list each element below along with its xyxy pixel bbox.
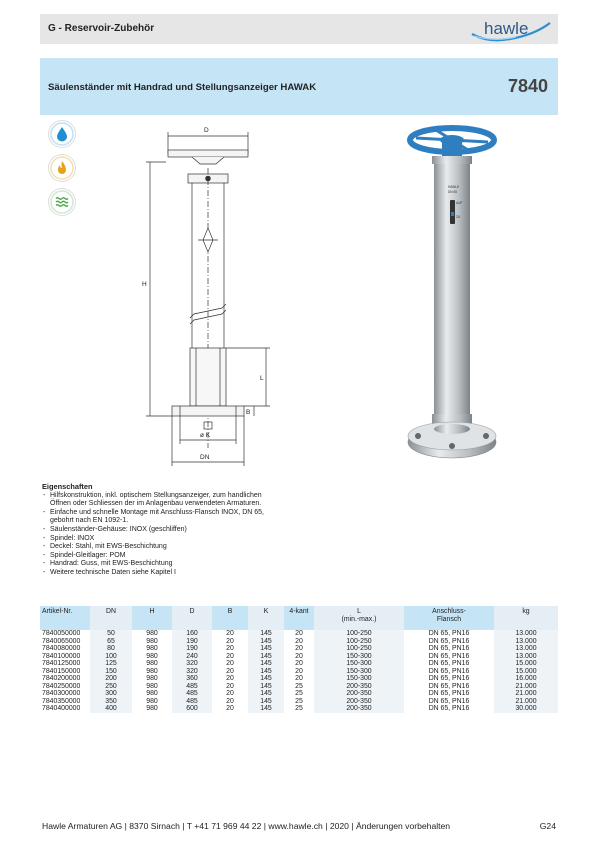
table-row [40,705,558,713]
table-cell: 485 [172,690,212,698]
table-cell: 7840400000 [42,705,81,713]
table-cell: 7840200000 [42,675,81,683]
table-row [40,675,558,683]
table-cell: 350 [90,698,132,706]
table-cell: 980 [146,675,158,683]
table-cell: 100-250 [314,630,404,638]
technical-drawing [130,118,290,473]
table-cell: 145 [248,698,284,706]
table-cell: DN 65, PN16 [428,705,470,713]
table-cell: DN 65, PN16 [428,697,470,705]
photo-label-4: ZU [456,215,461,219]
table-cell: DN 65, PN16 [428,660,470,668]
properties-heading: Eigenschaften [42,482,93,491]
table-cell: 980 [146,652,158,660]
page-number: G24 [539,821,556,831]
waves-icon [49,189,75,215]
table-cell: 980 [146,682,158,690]
hawle-logo [464,15,556,43]
properties-list [42,492,282,578]
table-cell: 200-350 [314,690,404,698]
table-header-row [40,606,558,630]
table-cell: 7840065000 [42,637,81,645]
table-cell: 300 [90,690,132,698]
table-row [40,683,558,691]
product-photo [396,124,508,474]
table-cell: 360 [172,675,212,683]
property-item: - Spindel: INOX [42,535,282,544]
table-cell: 20 [226,705,234,713]
table-cell: DN 65, PN16 [428,675,470,683]
table-cell: 980 [146,667,158,675]
table-cell: 65 [90,638,132,646]
table-cell: 7840350000 [42,697,81,705]
table-cell: 150-300 [314,660,404,668]
table-cell: DN 65, PN16 [428,682,470,690]
table-header-cell: Anschluss- Flansch [404,606,494,630]
table-cell: 150-300 [314,675,404,683]
table-cell: 200-350 [314,705,404,713]
table-cell: 7840100000 [42,652,81,660]
table-cell: 980 [146,645,158,653]
table-cell: 20 [226,630,234,637]
table-cell: 7840150000 [42,667,81,675]
table-cell: 20 [226,682,234,690]
table-cell: 150 [90,668,132,676]
table-cell: 100-250 [314,638,404,646]
table-header-cell: 4-kant [284,606,314,630]
table-cell: 13.000 [494,653,558,661]
table-cell: 980 [146,697,158,705]
table-cell: 25 [295,705,303,713]
table-row [40,653,558,661]
table-cell: 20 [295,660,303,668]
table-row [40,638,558,646]
table-cell: 145 [248,668,284,676]
table-header-cell: DN [90,606,132,630]
table-cell: 7840050000 [42,630,81,637]
table-cell: 980 [146,637,158,645]
table-cell: 20 [226,697,234,705]
table-header-cell: D [172,606,212,630]
table-cell: 20 [226,652,234,660]
footer-text: Hawle Armaturen AG | 8370 Sirnach | T +41 71 969 44 22 | www.hawle.ch | 2020 | Änderungen vorbehalten [42,821,451,831]
table-cell: 100-250 [314,645,404,653]
table-cell: 485 [172,698,212,706]
water-drop-icon [49,121,75,147]
table-cell: 16.000 [494,675,558,683]
table-row [40,645,558,653]
table-cell: 980 [146,690,158,698]
table-row [40,690,558,698]
table-cell: 600 [172,705,212,713]
table-cell: 980 [146,630,158,637]
table-cell: 250 [90,683,132,691]
table-cell: 20 [295,645,303,653]
table-cell: 80 [90,645,132,653]
table-cell: 145 [248,660,284,668]
logo-wordmark: hawle [484,19,529,38]
table-cell: 160 [172,630,212,638]
table-cell: 20 [295,630,303,637]
table-row [40,660,558,668]
table-cell: 190 [172,638,212,646]
table-cell: 7840300000 [42,690,81,698]
table-cell: 320 [172,668,212,676]
table-header-cell: K [248,606,284,630]
table-cell: 190 [172,645,212,653]
table-cell: 20 [226,690,234,698]
table-cell: 21.000 [494,698,558,706]
table-cell: 15.000 [494,660,558,668]
table-cell: 125 [90,660,132,668]
table-header-cell: L (min.-max.) [314,606,404,630]
table-cell: 145 [248,638,284,646]
table-cell: 20 [226,675,234,683]
chapter-title: G - Reservoir-Zubehör [48,23,155,34]
table-cell: 7840250000 [42,682,81,690]
table-cell: 20 [226,637,234,645]
table-cell: 20 [295,652,303,660]
photo-label-3: AUF [456,201,463,205]
table-cell: 145 [248,630,284,638]
property-item: - Einfache und schnelle Montage mit Anschluss-Flansch INOX, DN 65, gebohrt nach EN 1092-1. [42,509,282,526]
table-cell: DN 65, PN16 [428,667,470,675]
table-cell: 240 [172,653,212,661]
table-header-cell: B [212,606,248,630]
table-row [40,698,558,706]
table-cell: 50 [90,630,132,638]
table-cell: 7840125000 [42,660,81,668]
table-cell: 25 [295,697,303,705]
property-item: - Spindel-Gleitlager: POM [42,552,282,561]
table-cell: 25 [295,690,303,698]
property-item: - Handrad: Guss, mit EWS-Beschichtung [42,560,282,569]
dim-k-label: ø K [200,432,211,439]
property-item: - Weitere technische Daten siehe Kapitel I [42,569,282,578]
table-header-cell: kg [494,606,558,630]
table-cell: 145 [248,690,284,698]
dim-dn-label: DN [200,454,210,461]
table-cell: 400 [90,705,132,713]
table-cell: 25 [295,682,303,690]
table-cell: 20 [226,645,234,653]
product-code: 7840 [507,76,548,96]
table-cell: 200 [90,675,132,683]
table-header-cell: H [132,606,172,630]
table-cell: 100 [90,653,132,661]
table-cell: 145 [248,653,284,661]
table-row [40,630,558,638]
table-cell: 21.000 [494,683,558,691]
table-cell: 20 [295,675,303,683]
properties-section [42,483,282,578]
table-cell: 200-350 [314,698,404,706]
property-item: - Säulenständer-Gehäuse: INOX (geschliffen) [42,526,282,535]
table-cell: 145 [248,645,284,653]
flame-icon [49,155,75,181]
table-cell: 980 [146,705,158,713]
photo-label-2: DN 65 [448,190,458,194]
table-cell: DN 65, PN16 [428,630,470,637]
table-cell: 13.000 [494,638,558,646]
table-cell: DN 65, PN16 [428,690,470,698]
dim-h-label: H [142,281,147,288]
product-title: Säulenständer mit Handrad und Stellungsanzeiger HAWAK [48,82,317,93]
table-cell: 320 [172,660,212,668]
spec-table [40,606,558,713]
table-row [40,668,558,676]
table-cell: DN 65, PN16 [428,645,470,653]
table-cell: 145 [248,705,284,713]
table-cell: 20 [295,637,303,645]
table-cell: 150-300 [314,653,404,661]
table-cell: 7840080000 [42,645,81,653]
table-cell: 21.000 [494,690,558,698]
table-cell: 200-350 [314,683,404,691]
table-cell: 150-300 [314,668,404,676]
table-cell: 30.000 [494,705,558,713]
product-band [40,58,558,115]
table-header-cell: Artikel-Nr. [40,606,90,630]
dim-b-label: B [246,409,251,416]
dim-d-label: D [204,127,209,134]
dim-l-label: L [260,375,264,382]
chapter-header [40,14,558,44]
table-cell: 980 [146,660,158,668]
table-cell: 145 [248,675,284,683]
table-cell: 15.000 [494,668,558,676]
table-cell: 13.000 [494,630,558,638]
table-cell: DN 65, PN16 [428,652,470,660]
table-cell: 485 [172,683,212,691]
photo-label-1: HAWLE [448,185,460,189]
table-cell: 20 [226,660,234,668]
property-item: - Hilfskonstruktion, inkl. optischem Stellungsanzeiger, zum handlichen Öffnen oder Schliessen der im Anlagenbau verwendeten Armaturen. [42,492,282,509]
table-cell: 13.000 [494,645,558,653]
property-item: - Deckel: Stahl, mit EWS-Beschichtung [42,543,282,552]
table-cell: DN 65, PN16 [428,637,470,645]
table-cell: 20 [295,667,303,675]
table-cell: 20 [226,667,234,675]
table-cell: 145 [248,683,284,691]
